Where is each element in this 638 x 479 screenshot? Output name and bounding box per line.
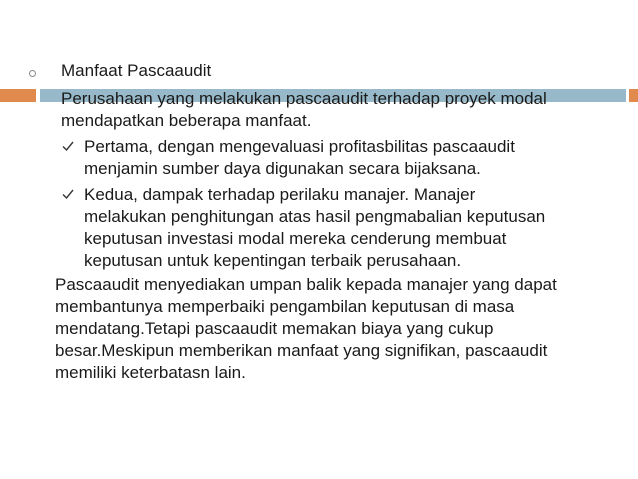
- circle-bullet-icon: [29, 70, 36, 77]
- list-item-text: Kedua, dampak terhadap perilaku manajer. Manajer melakukan penghitungan atas hasil pengmabalian keputusan keputusan investasi modal mereka cenderung membuat keputusan untuk kepentingan terbaik perusahaan.: [84, 185, 546, 270]
- intro-paragraph: Perusahaan yang melakukan pascaaudit terhadap proyek modal mendapatkan beberapa manfaat.: [61, 89, 547, 130]
- closing-paragraph: Pascaaudit menyediakan umpan balik kepada manajer yang dapat membantunya memperbaiki pengambilan keputusan di masa mendatang.Tetapi pascaaudit memakan biaya yang cukup besar.Meskipun memberikan manfaat yang signifikan, pascaaudit memiliki keterbatasn lain.: [55, 275, 557, 382]
- accent-bar-left: [0, 89, 36, 102]
- slide-heading: Manfaat Pascaaudit: [61, 61, 212, 80]
- list-item-text: Pertama, dengan mengevaluasi profitasbilitas pascaaudit menjamin sumber daya digunakan secara bijaksana.: [84, 137, 515, 178]
- checkmark-icon: [62, 140, 74, 152]
- accent-bar-right: [629, 89, 638, 102]
- benefit-list: [62, 136, 562, 276]
- list-item: [62, 136, 562, 180]
- checkmark-icon: [62, 188, 74, 200]
- list-item: [62, 184, 562, 272]
